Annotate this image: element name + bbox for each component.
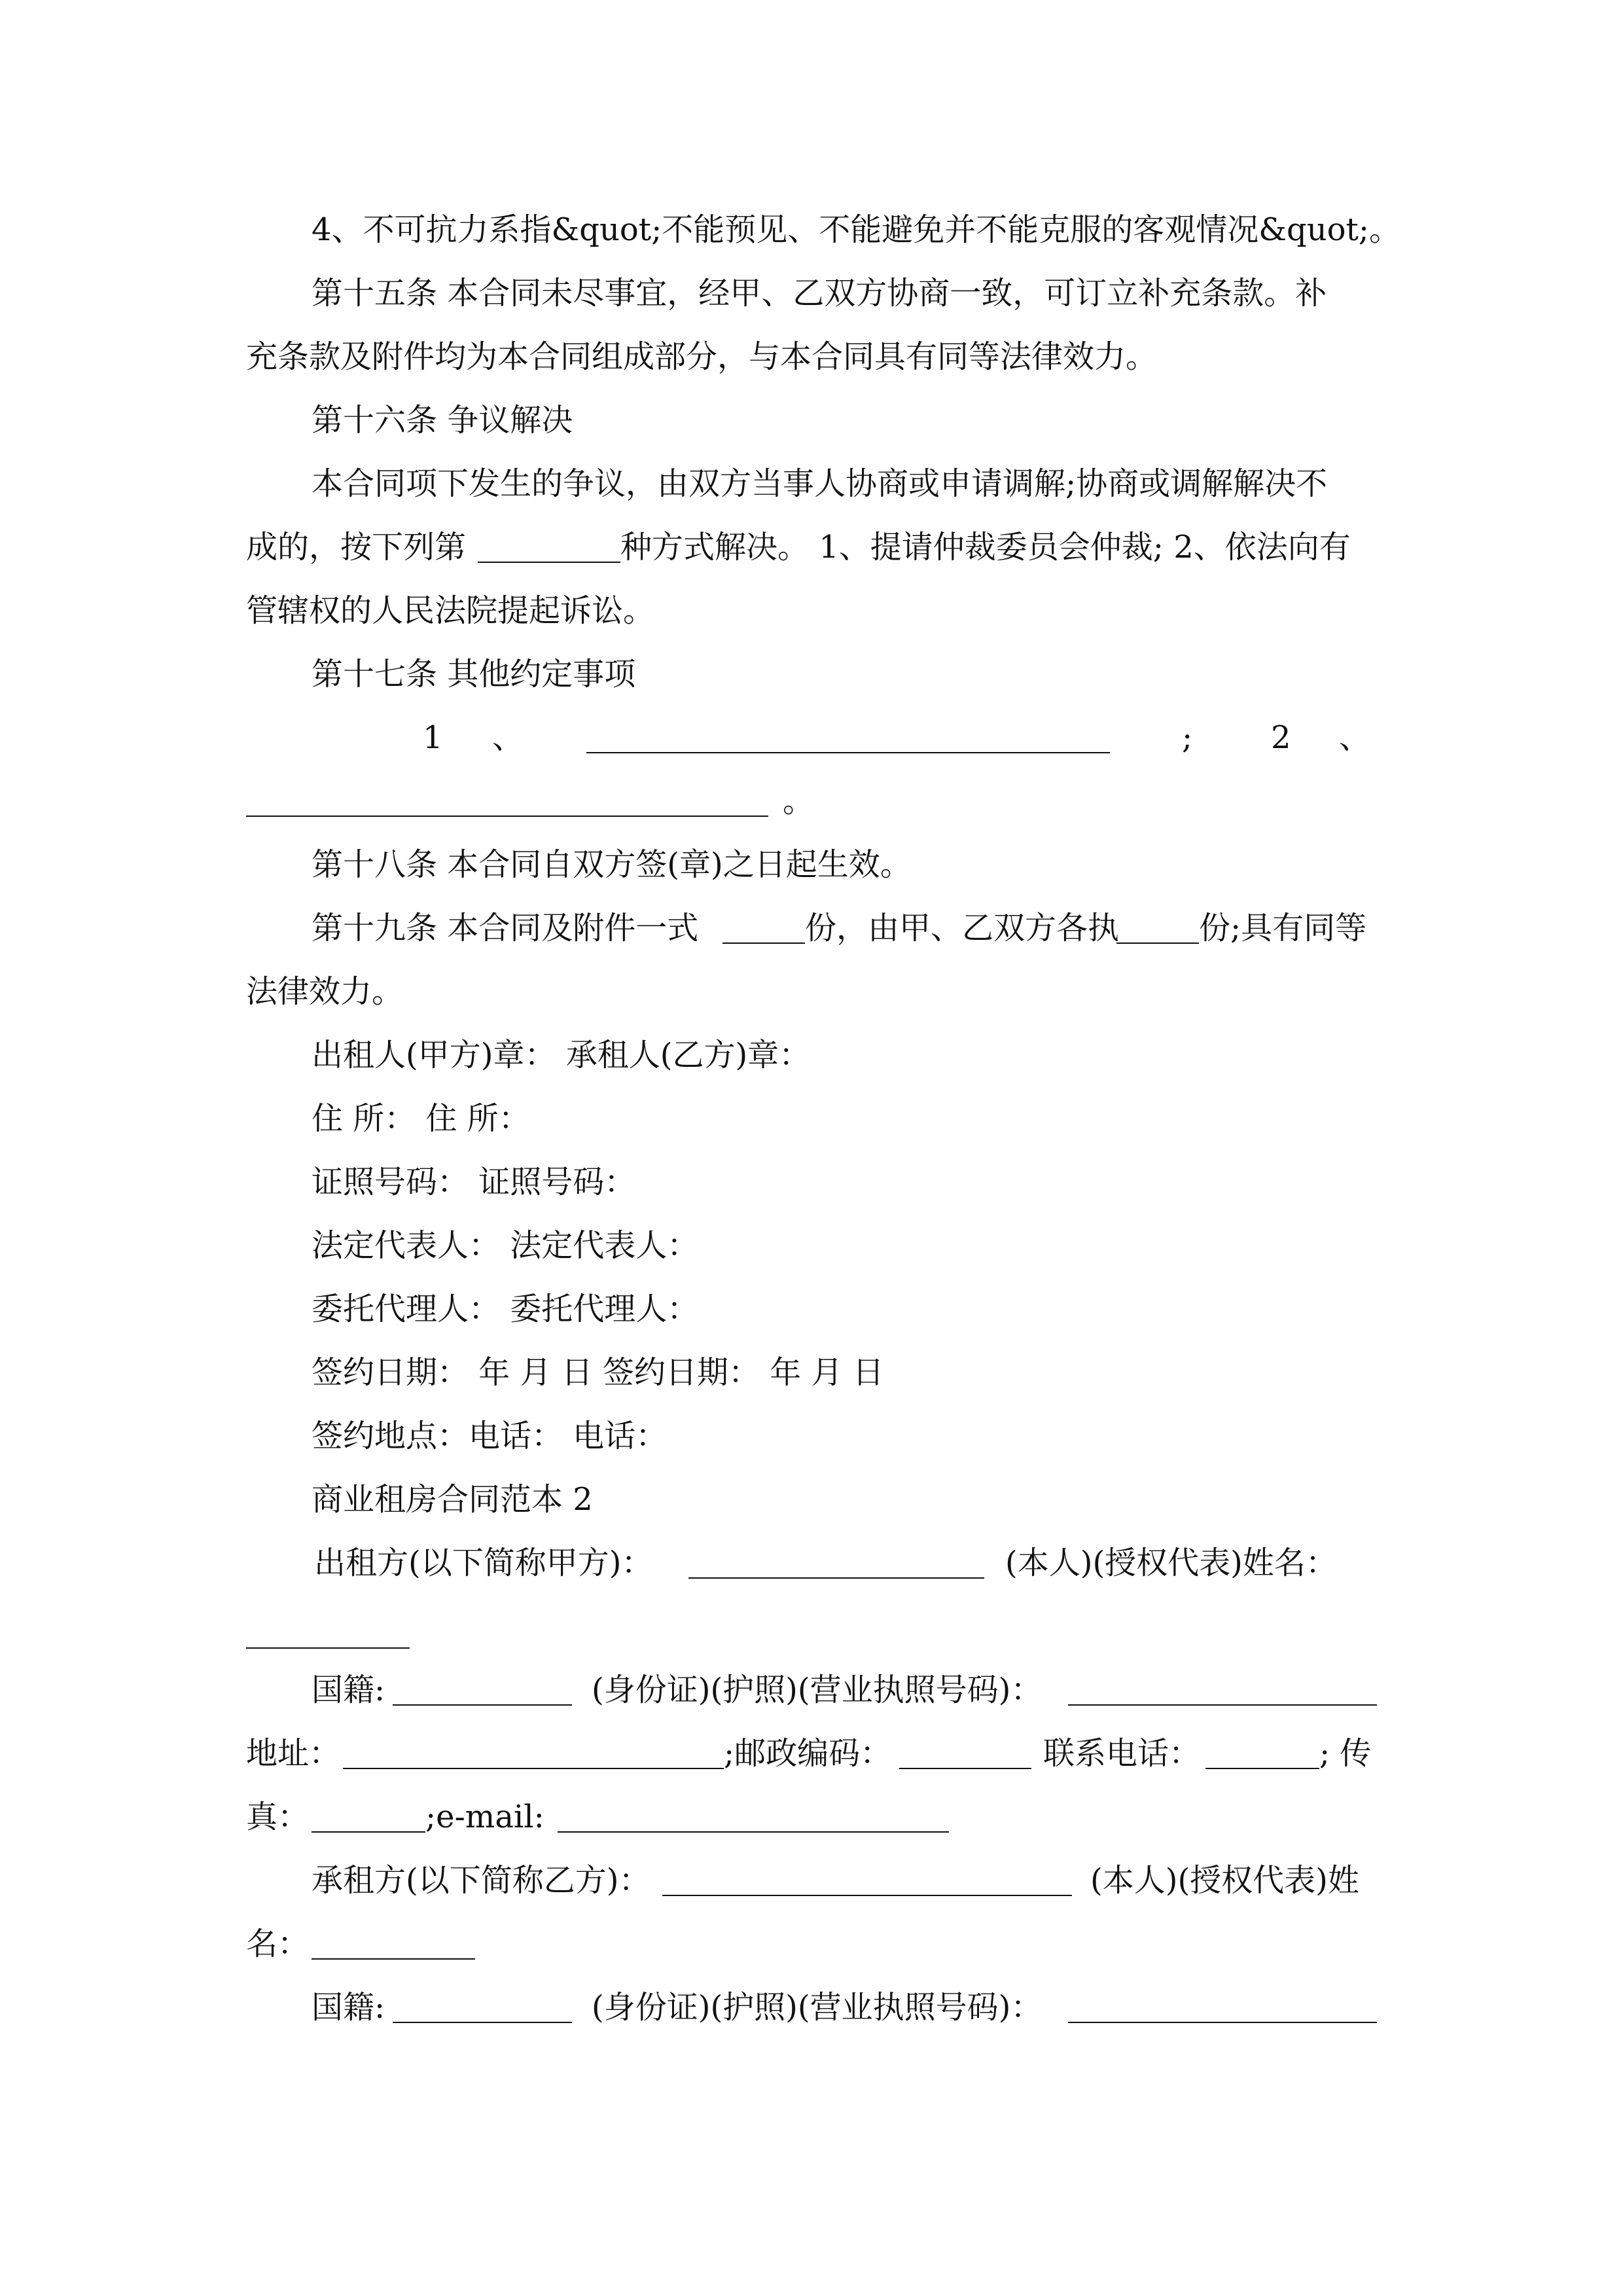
lessor-fax-line: 真： ;e-mail:: [0, 1791, 1623, 1843]
address-line: 住 所： 住 所：: [312, 1100, 530, 1137]
lessor-nationality-blank: [393, 1704, 572, 1706]
article-18: 第十八条 本合同自双方签(章)之日起生效。: [312, 846, 912, 883]
article-17-items-line-1: 1 、 ; 2 、: [423, 719, 1371, 756]
lessor-address-blank: [343, 1768, 724, 1769]
signing-place-line: 签约地点：电话： 电话：: [312, 1418, 668, 1454]
other-matter-1-blank: [586, 752, 1110, 753]
lessee-id-number-blank: [1068, 2022, 1377, 2023]
article-16-heading: 第十六条 争议解决: [312, 402, 573, 439]
lessee-nationality-line: 国籍: (身份证)(护照)(营业执照号码)：: [0, 1981, 1623, 2034]
lessor-email-blank: [558, 1831, 949, 1833]
lessor-line-1: 出租方(以下简称甲方)： (本人)(授权代表)姓名：: [314, 1545, 1337, 1581]
signing-date-line: 签约日期： 年 月 日 签约日期： 年 月 日: [312, 1354, 884, 1391]
agent-line: 委托代理人： 委托代理人：: [312, 1291, 699, 1327]
other-matter-2-blank: [246, 816, 768, 817]
license-number-line: 证照号码： 证照号码：: [312, 1164, 636, 1200]
article-16-line-1: 本合同项下发生的争议，由双方当事人协商或申请调解;协商或调解解决不: [312, 465, 1328, 502]
lessor-representative-blank: [246, 1647, 410, 1649]
article-15-line-1: 第十五条 本合同未尽事宜，经甲、乙双方协商一致，可订立补充条款。补: [312, 275, 1327, 312]
copies-each-blank: [1116, 942, 1199, 944]
force-majeure-definition: 4、不可抗力系指&quot;不能预见、不能避免并不能克服的客观情况&quot;。: [312, 211, 1400, 248]
lessee-line-1: 承租方(以下简称乙方)： (本人)(授权代表)姓: [312, 1862, 1359, 1899]
lessor-fax-blank: [312, 1831, 425, 1833]
lessee-name-blank: [662, 1895, 1072, 1896]
article-17-heading: 第十七条 其他约定事项: [312, 656, 636, 692]
lessor-id-number-blank: [1068, 1704, 1377, 1706]
lessor-address-line: 地址： ;邮政编码： 联系电话： ; 传: [246, 1735, 1372, 1772]
method-choice-blank: [478, 562, 620, 563]
lessor-phone-blank: [1205, 1768, 1319, 1769]
article-16-line-3: 管辖权的人民法院提起诉讼。: [246, 592, 655, 629]
article-17-items-line-2: 。: [0, 775, 1623, 827]
lessor-name-blank: [688, 1577, 984, 1579]
legal-representative-line: 法定代表人： 法定代表人：: [312, 1227, 699, 1264]
lessor-postcode-blank: [899, 1768, 1031, 1769]
copies-total-blank: [722, 942, 805, 944]
lessee-representative-blank: [312, 1958, 475, 1960]
template-2-title: 商业租房合同范本 2: [312, 1481, 593, 1518]
lessee-line-2: 名：: [0, 1918, 1623, 1970]
article-16-line-2: 成的，按下列第 种方式解决。 1、提请仲裁委员会仲裁; 2、依法向有: [246, 529, 1351, 565]
lessee-nationality-blank: [393, 2022, 572, 2023]
lessor-nationality-line: 国籍: (身份证)(护照)(营业执照号码)：: [0, 1664, 1623, 1716]
article-19-line-2: 法律效力。: [246, 973, 404, 1010]
article-19-line-1: 第十九条 本合同及附件一式 份，由甲、乙双方各执 份;具有同等: [312, 910, 1367, 946]
article-15-line-2: 充条款及附件均为本合同组成部分，与本合同具有同等法律效力。: [246, 338, 1158, 375]
lessor-line-2: [0, 1600, 1623, 1653]
seal-line: 出租人(甲方)章： 承租人(乙方)章：: [312, 1037, 811, 1073]
